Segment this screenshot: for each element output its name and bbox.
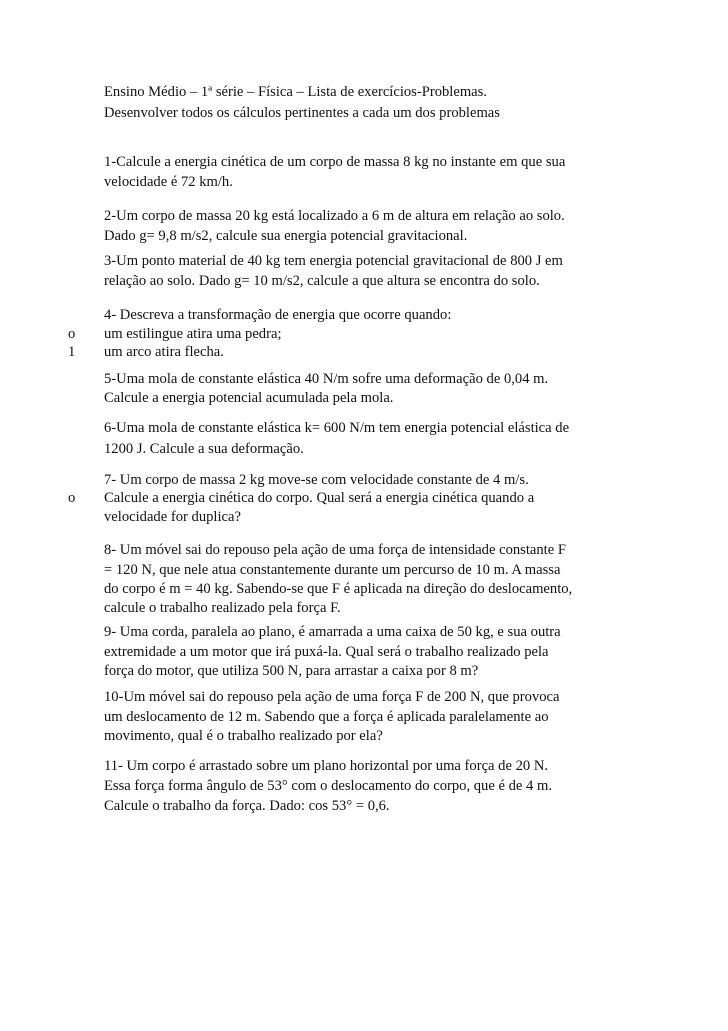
problem-line: Calcule o trabalho da força. Dado: cos 53° = 0,6.	[104, 798, 390, 814]
problem-line: velocidade for duplica?	[104, 509, 241, 525]
problem-line: Calcule a energia cinética do corpo. Qual será a energia cinética quando a	[104, 490, 535, 506]
problem-line: 8- Um móvel sai do repouso pela ação de uma força de intensidade constante F	[104, 542, 566, 558]
problem-line: movimento, qual é o trabalho realizado por ela?	[104, 728, 383, 744]
problem-line: força do motor, que utiliza 500 N, para arrastar a caixa por 8 m?	[104, 663, 479, 679]
problem-line: Essa força forma ângulo de 53° com o deslocamento do corpo, que é de 4 m.	[104, 778, 552, 794]
problem-line: 6-Uma mola de constante elástica k= 600 N/m tem energia potencial elástica de	[104, 420, 570, 436]
problem-line: 11- Um corpo é arrastado sobre um plano horizontal por uma força de 20 N.	[104, 758, 549, 774]
problem-line: do corpo é m = 40 kg. Sabendo-se que F é aplicada na direção do deslocamento,	[104, 581, 573, 597]
header-line-1: Ensino Médio – 1ª série – Física – Lista de exercícios-Problemas.	[104, 84, 487, 100]
problem-line: 4- Descreva a transformação de energia que ocorre quando:	[104, 307, 452, 323]
problem-line: Dado g= 9,8 m/s2, calcule sua energia potencial gravitacional.	[104, 228, 468, 244]
problem-line: 2-Um corpo de massa 20 kg está localizado a 6 m de altura em relação ao solo.	[104, 208, 565, 224]
problem-line: 9- Uma corda, paralela ao plano, é amarrada a uma caixa de 50 kg, e sua outra	[104, 624, 561, 640]
problem-line: calcule o trabalho realizado pela força F.	[104, 600, 341, 616]
list-marker: o	[68, 326, 76, 342]
problem-line: 3-Um ponto material de 40 kg tem energia potencial gravitacional de 800 J em	[104, 253, 563, 269]
problem-line: um estilingue atira uma pedra;	[104, 326, 282, 342]
list-marker: 1	[68, 344, 76, 360]
problem-line: extremidade a um motor que irá puxá-la. Qual será o trabalho realizado pela	[104, 644, 549, 660]
list-marker: o	[68, 490, 76, 506]
header-line-2: Desenvolver todos os cálculos pertinentes a cada um dos problemas	[104, 105, 500, 121]
problem-line: relação ao solo. Dado g= 10 m/s2, calcule a que altura se encontra do solo.	[104, 273, 540, 289]
problem-line: 5-Uma mola de constante elástica 40 N/m sofre uma deformação de 0,04 m.	[104, 371, 549, 387]
problem-line: um deslocamento de 12 m. Sabendo que a força é aplicada paralelamente ao	[104, 709, 549, 725]
problem-line: um arco atira flecha.	[104, 344, 224, 360]
problem-line: velocidade é 72 km/h.	[104, 174, 233, 190]
problem-line: 10-Um móvel sai do repouso pela ação de uma força F de 200 N, que provoca	[104, 689, 560, 705]
problem-line: 1-Calcule a energia cinética de um corpo de massa 8 kg no instante em que sua	[104, 154, 566, 170]
problem-line: 1200 J. Calcule a sua deformação.	[104, 441, 304, 457]
problem-line: Calcule a energia potencial acumulada pela mola.	[104, 390, 394, 406]
problem-line: 7- Um corpo de massa 2 kg move-se com velocidade constante de 4 m/s.	[104, 472, 529, 488]
problem-line: = 120 N, que nele atua constantemente durante um percurso de 10 m. A massa	[104, 562, 561, 578]
